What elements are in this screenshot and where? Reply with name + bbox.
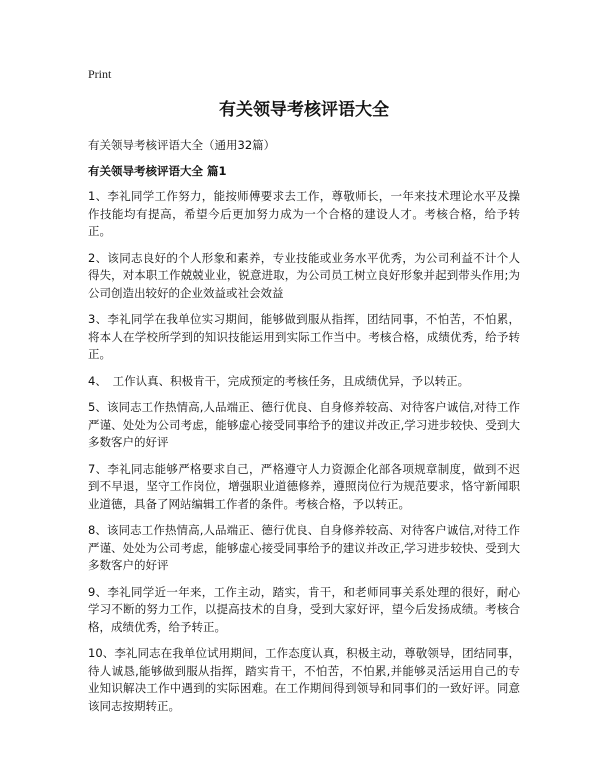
paragraph-9: 9、李礼同学近一年来，工作主动，踏实，肯干，和老师同事关系处理的很好，耐心学习不断的努力工作，以提高技术的自身，受到大家好评，望今后发扬成绩。考核合格，成绩优秀，给予转正。 <box>88 584 520 634</box>
paragraph-2: 2、该同志良好的个人形象和素养，专业技能或业务水平优秀，为公司利益不计个人得失，对本职工作兢兢业业，锐意进取，为公司员工树立良好形象并起到带头作用;为公司创造出较好的企业效益或社会效益 <box>88 250 520 300</box>
paragraph-7: 7、李礼同志能够严格要求自己，严格遵守人力资源企化部各项规章制度，做到不迟到不早退，坚守工作岗位，增强职业道德修养，遵照岗位行为规范要求，恪守新闻职业道德，具备了网站编辑工作者的条件。考核合格，予以转正。 <box>88 461 520 511</box>
paragraph-10: 10、李礼同志在我单位试用期间，工作态度认真，积极主动，尊敬领导，团结同事，待人诚恳,能够做到服从指挥，踏实肯干，不怕苦，不怕累,并能够灵活运用自己的专业知识解决工作中遇到的实际困难。在工作期间得到领导和同事们的一致好评。同意该同志按期转正。 <box>88 646 520 713</box>
paragraph-5: 5、该同志工作热情高,人品端正、德行优良、自身修养较高、对待客户诚信,对待工作严谨、处处为公司考虑，能够虚心接受同事给予的建议并改正,学习进步较快、受到大多数客户的好评 <box>88 400 520 449</box>
paragraph-1: 1、李礼同学工作努力，能按师傅要求去工作，尊敬师长，一年来技术理论水平及操作技能均有提高，希望今后更加努力成为一个合格的建设人才。考核合格，给予转正。 <box>88 189 520 238</box>
paragraph-4: 4、 工作认真、积极肯干，完成预定的考核任务，且成绩优异，予以转正。 <box>88 373 470 388</box>
document-title: 有关领导考核评语大全 <box>219 100 389 120</box>
document-subtitle: 有关领导考核评语大全（通用32篇） <box>88 138 276 152</box>
paragraph-8: 8、该同志工作热情高,人品端正、德行优良、自身修养较高、对待客户诚信,对待工作严谨、处处为公司考虑，能够虚心接受同事给予的建议并改正,学习进步较快、受到大多数客户的好评 <box>88 523 520 572</box>
paragraph-3: 3、李礼同学在我单位实习期间，能够做到服从指挥，团结同事，不怕苦，不怕累，将本人在学校所学到的知识技能运用到实际工作当中。考核合格，成绩优秀，给予转正。 <box>88 312 520 361</box>
document-page <box>88 66 520 724</box>
section-title: 有关领导考核评语大全 篇1 <box>88 164 227 178</box>
print-label: Print <box>88 67 112 81</box>
